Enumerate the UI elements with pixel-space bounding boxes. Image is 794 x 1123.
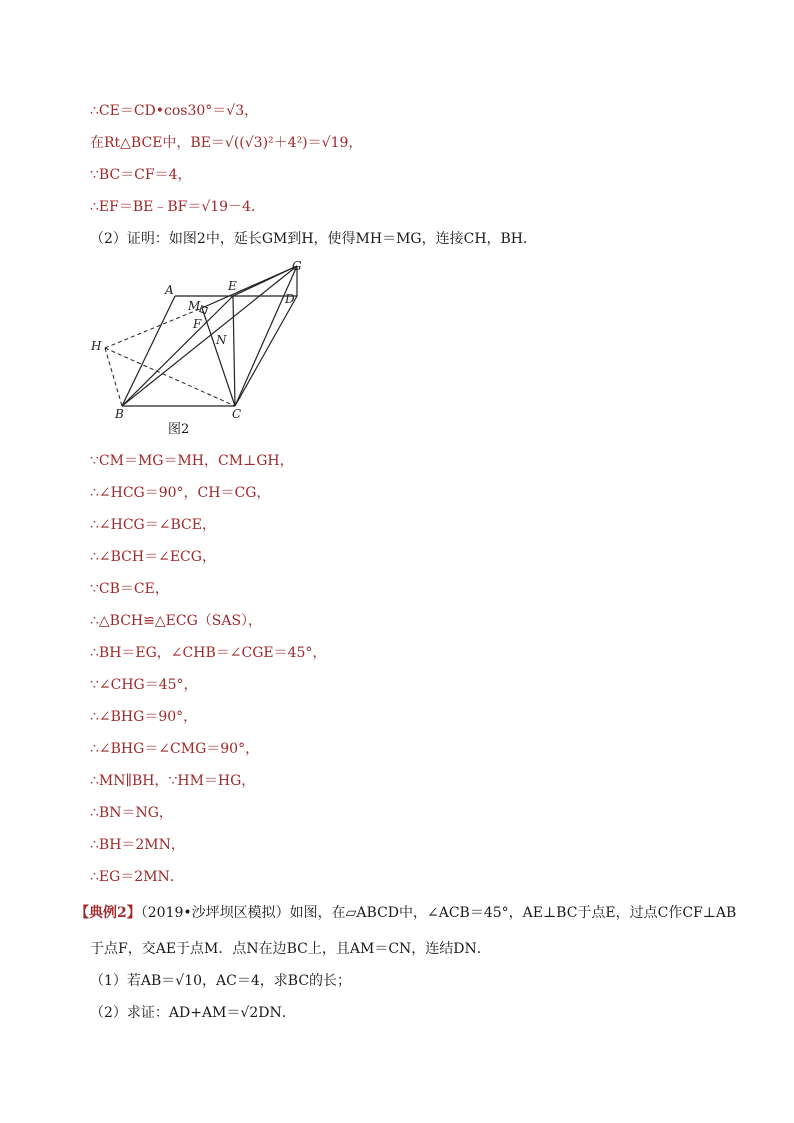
line-bc: ∵BC＝CF＝4， — [90, 167, 192, 183]
line-proof-intro: （2）证明：如图2中，延长GM到H，使得MH＝MG，连接CH，BH． — [90, 231, 538, 247]
line-ce: ∴CE＝CD•cos30°＝√3， — [90, 103, 259, 119]
example-text-1: 如图，在▱ABCD中，∠ACB＝45°，AE⊥BC于点E，过点C作CF⊥AB — [289, 905, 737, 921]
segment-ec — [233, 296, 235, 406]
label-f: F — [193, 317, 202, 331]
proof-step-12: ∴BN＝NG， — [90, 805, 173, 821]
proof-step-3: ∴∠HCG＝∠BCE， — [90, 517, 216, 533]
example-text-2: 于点F，交AE于点M．点N在边BC上，且AM＝CN，连结DN． — [90, 941, 491, 957]
label-h: H — [91, 339, 102, 353]
label-m: M — [188, 299, 201, 313]
label-d: D — [285, 292, 295, 306]
proof-step-6: ∴△BCH≌△ECG（SAS）， — [90, 613, 263, 629]
example-question-1: （1）若AB＝√10，AC＝4，求BC的长； — [90, 973, 352, 989]
example-tag: 【典例2】 — [75, 905, 141, 921]
segment-mc — [202, 308, 235, 406]
figure-caption: 图2 — [168, 422, 190, 437]
label-c: C — [232, 407, 242, 421]
geometry-figure — [85, 258, 325, 438]
proof-step-11: ∴MN∥BH，∵HM＝HG， — [90, 773, 256, 789]
segment-ab — [122, 296, 175, 406]
segment-hc — [105, 348, 235, 406]
label-e: E — [228, 279, 237, 293]
segment-bg — [122, 266, 297, 406]
proof-step-8: ∵∠CHG＝45°， — [90, 677, 198, 693]
proof-step-14: ∴EG＝2MN． — [90, 869, 184, 885]
proof-step-7: ∴BH＝EG，∠CHB＝∠CGE＝45°， — [90, 645, 327, 661]
example-header — [75, 903, 736, 923]
label-a: A — [165, 283, 174, 297]
right-angle-mark — [200, 306, 208, 314]
segment-hb — [105, 348, 122, 406]
proof-step-10: ∴∠BHG＝∠CMG＝90°， — [90, 741, 260, 757]
proof-step-1: ∵CM＝MG＝MH，CM⊥GH， — [90, 453, 294, 469]
proof-step-2: ∴∠HCG＝90°，CH＝CG， — [90, 485, 271, 501]
proof-step-5: ∵CB＝CE， — [90, 581, 169, 597]
line-ef: ∴EF＝BE﹣BF＝√19－4． — [90, 199, 265, 215]
label-n: N — [216, 333, 227, 347]
line-be: 在Rt△BCE中，BE＝√((√3)²＋4²)＝√19， — [90, 135, 363, 151]
proof-step-9: ∴∠BHG＝90°， — [90, 709, 198, 725]
segment-mg — [202, 266, 297, 308]
proof-step-4: ∴∠BCH＝∠ECG， — [90, 549, 216, 565]
label-g: G — [292, 259, 302, 273]
segment-cg — [235, 266, 297, 406]
segment-cd — [235, 296, 297, 406]
proof-step-13: ∴BH＝2MN， — [90, 837, 185, 853]
example-question-2: （2）求证：AD+AM＝√2DN． — [90, 1005, 296, 1021]
label-b: B — [115, 407, 124, 421]
example-source: （2019•沙坪坝区模拟） — [140, 905, 290, 921]
